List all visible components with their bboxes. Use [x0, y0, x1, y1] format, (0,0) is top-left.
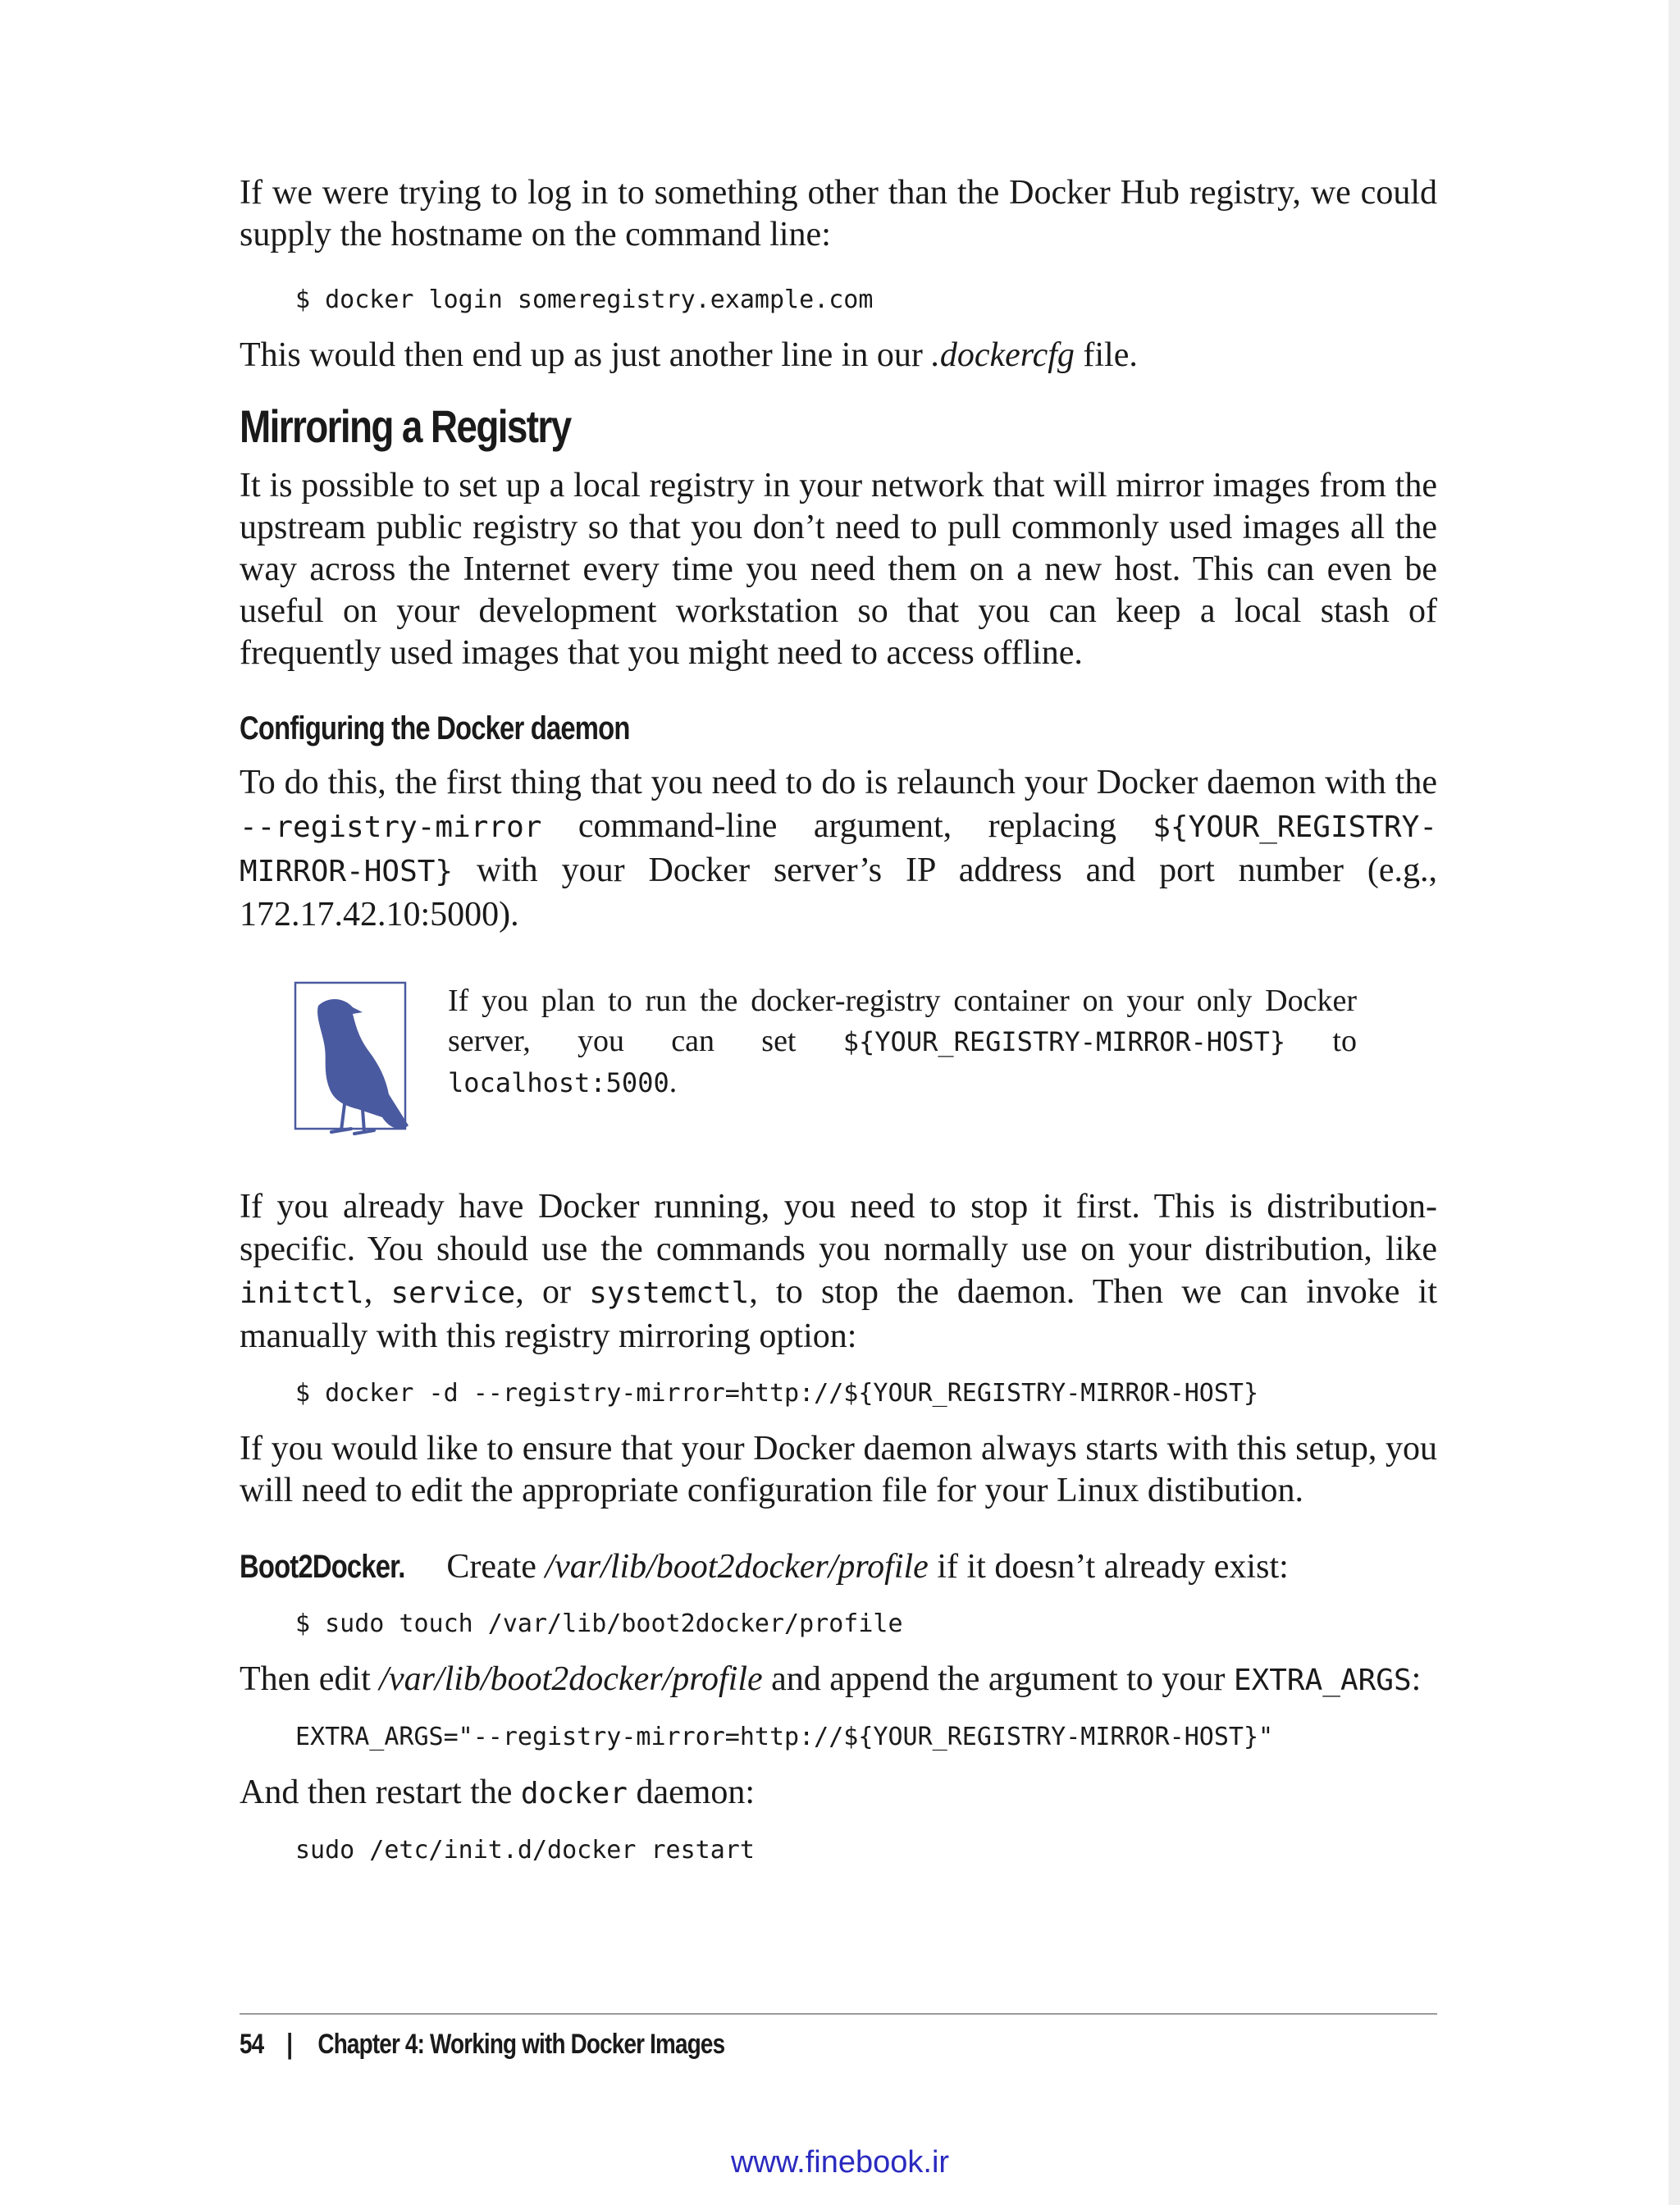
watermark-link[interactable]: www.finebook.ir: [730, 2145, 950, 2180]
page-footer: [240, 2025, 724, 2064]
paragraph-stop-part-1: If you already have Docker running, you need to stop it first. This is distribution-specific. You should use the commands you normally use on your distribution, like: [240, 1188, 1437, 1268]
boot2docker-path: /var/lib/boot2docker/profile: [545, 1548, 929, 1586]
boot2docker-heading: Boot2Docker.: [240, 1549, 405, 1585]
note-paragraph: [448, 981, 1357, 1103]
paragraph-stop-part-4: , to stop the daemon. Then we can invoke it manually with this registry mirroring option:: [240, 1273, 1438, 1355]
paragraph-relaunch-part-3: with your Docker server’s IP address and port number (e.g., 172.17.42.10:5000).: [240, 851, 1437, 934]
code-initctl: initctl: [240, 1276, 364, 1310]
footer-separator: |: [286, 2029, 293, 2060]
code-docker-registry-mirror: $ docker -d --registry-mirror=http://${YOUR_REGISTRY-MIRROR-HOST}: [295, 1379, 1258, 1408]
code-docker-restart: sudo /etc/init.d/docker restart: [295, 1836, 755, 1865]
paragraph-restart-part-2: daemon:: [627, 1774, 756, 1811]
code-docker: docker: [520, 1777, 628, 1810]
paragraph-stop-part-2: ,: [363, 1273, 391, 1311]
paragraph-restart-part-1: And then restart the: [240, 1774, 521, 1811]
paragraph-edit-part-2: and append the argument to your: [762, 1660, 1234, 1698]
paragraph-dockercfg-after: file.: [1074, 336, 1138, 374]
chapter-title: Chapter 4: Working with Docker Images: [317, 2029, 725, 2060]
note-text: [448, 981, 1357, 1149]
note-part-2: to: [1285, 1024, 1357, 1058]
paragraph-edit-profile: [240, 1659, 1437, 1701]
boot2docker-text-before: Create: [446, 1548, 546, 1586]
page-edge-shadow: [1669, 0, 1680, 2205]
filename-dockercfg: .dockercfg: [931, 336, 1075, 374]
paragraph-edit-part-1: Then edit: [240, 1660, 380, 1698]
note-code-mirror-host: ${YOUR_REGISTRY-MIRROR-HOST}: [842, 1026, 1286, 1057]
paragraph-edit-part-3: :: [1411, 1660, 1422, 1698]
paragraph-mirroring-intro: It is possible to set up a local registry in your network that will mirror images from the upstream public registry so that you don’t need to pull commonly used images all the way across the Internet every time you need them on a new host. This can even be useful on your development workstation so that you can keep a local stash of frequently used images that you might need to access offline.: [240, 467, 1437, 672]
page-content: [240, 172, 1437, 1867]
code-extra-args: EXTRA_ARGS: [1233, 1664, 1412, 1697]
code-registry-mirror-host: ${YOUR_REGISTRY-MIRROR-HOST}: [240, 810, 1437, 888]
paragraph-restart-daemon: [240, 1772, 1437, 1815]
note-callout: [294, 981, 1357, 1149]
subsection-heading-configuring: Configuring the Docker daemon: [240, 710, 630, 746]
paragraph-relaunch-part-1: To do this, the first thing that you need to do is relaunch your Docker daemon with the: [240, 764, 1437, 801]
paragraph-login-hostname: If we were trying to log in to something other than the Docker Hub registry, we could supply the hostname on the command line:: [240, 174, 1437, 253]
paragraph-dockercfg-before: This would then end up as just another line in our: [240, 336, 932, 374]
code-service: service: [390, 1276, 516, 1310]
paragraph-config-file: If you would like to ensure that your Docker daemon always starts with this setup, you will need to edit the appropriate configuration file for your Linux distibution.: [240, 1430, 1437, 1509]
code-systemctl: systemctl: [589, 1276, 750, 1310]
section-heading-mirroring: Mirroring a Registry: [240, 400, 571, 452]
note-part-1: If you plan to run the docker-registry container on your only Docker server, you can set: [448, 984, 1357, 1058]
note-part-3: .: [669, 1065, 678, 1099]
boot2docker-text-after: if it doesn’t already exist:: [928, 1548, 1289, 1586]
paragraph-boot2docker: [240, 1546, 1437, 1588]
paragraph-stop-docker: [240, 1185, 1437, 1358]
paragraph-relaunch-part-2: command-line argument, replacing: [541, 807, 1153, 845]
paragraph-relaunch-daemon: [240, 761, 1437, 937]
code-registry-mirror-flag: --registry-mirror: [240, 810, 542, 844]
code-docker-login: $ docker login someregistry.example.com: [295, 285, 874, 314]
footer-rule: [240, 2013, 1437, 2015]
paragraph-stop-part-3: , or: [515, 1273, 590, 1311]
note-code-localhost: localhost:5000: [448, 1067, 669, 1098]
paragraph-edit-path: /var/lib/boot2docker/profile: [379, 1660, 763, 1698]
page-number: 54: [240, 2029, 264, 2060]
code-extra-args-line: EXTRA_ARGS="--registry-mirror=http://${YOUR_REGISTRY-MIRROR-HOST}": [295, 1723, 1274, 1751]
code-sudo-touch: $ sudo touch /var/lib/boot2docker/profile: [295, 1609, 903, 1638]
paragraph-dockercfg: [240, 335, 1437, 377]
bird-icon: [294, 981, 423, 1149]
